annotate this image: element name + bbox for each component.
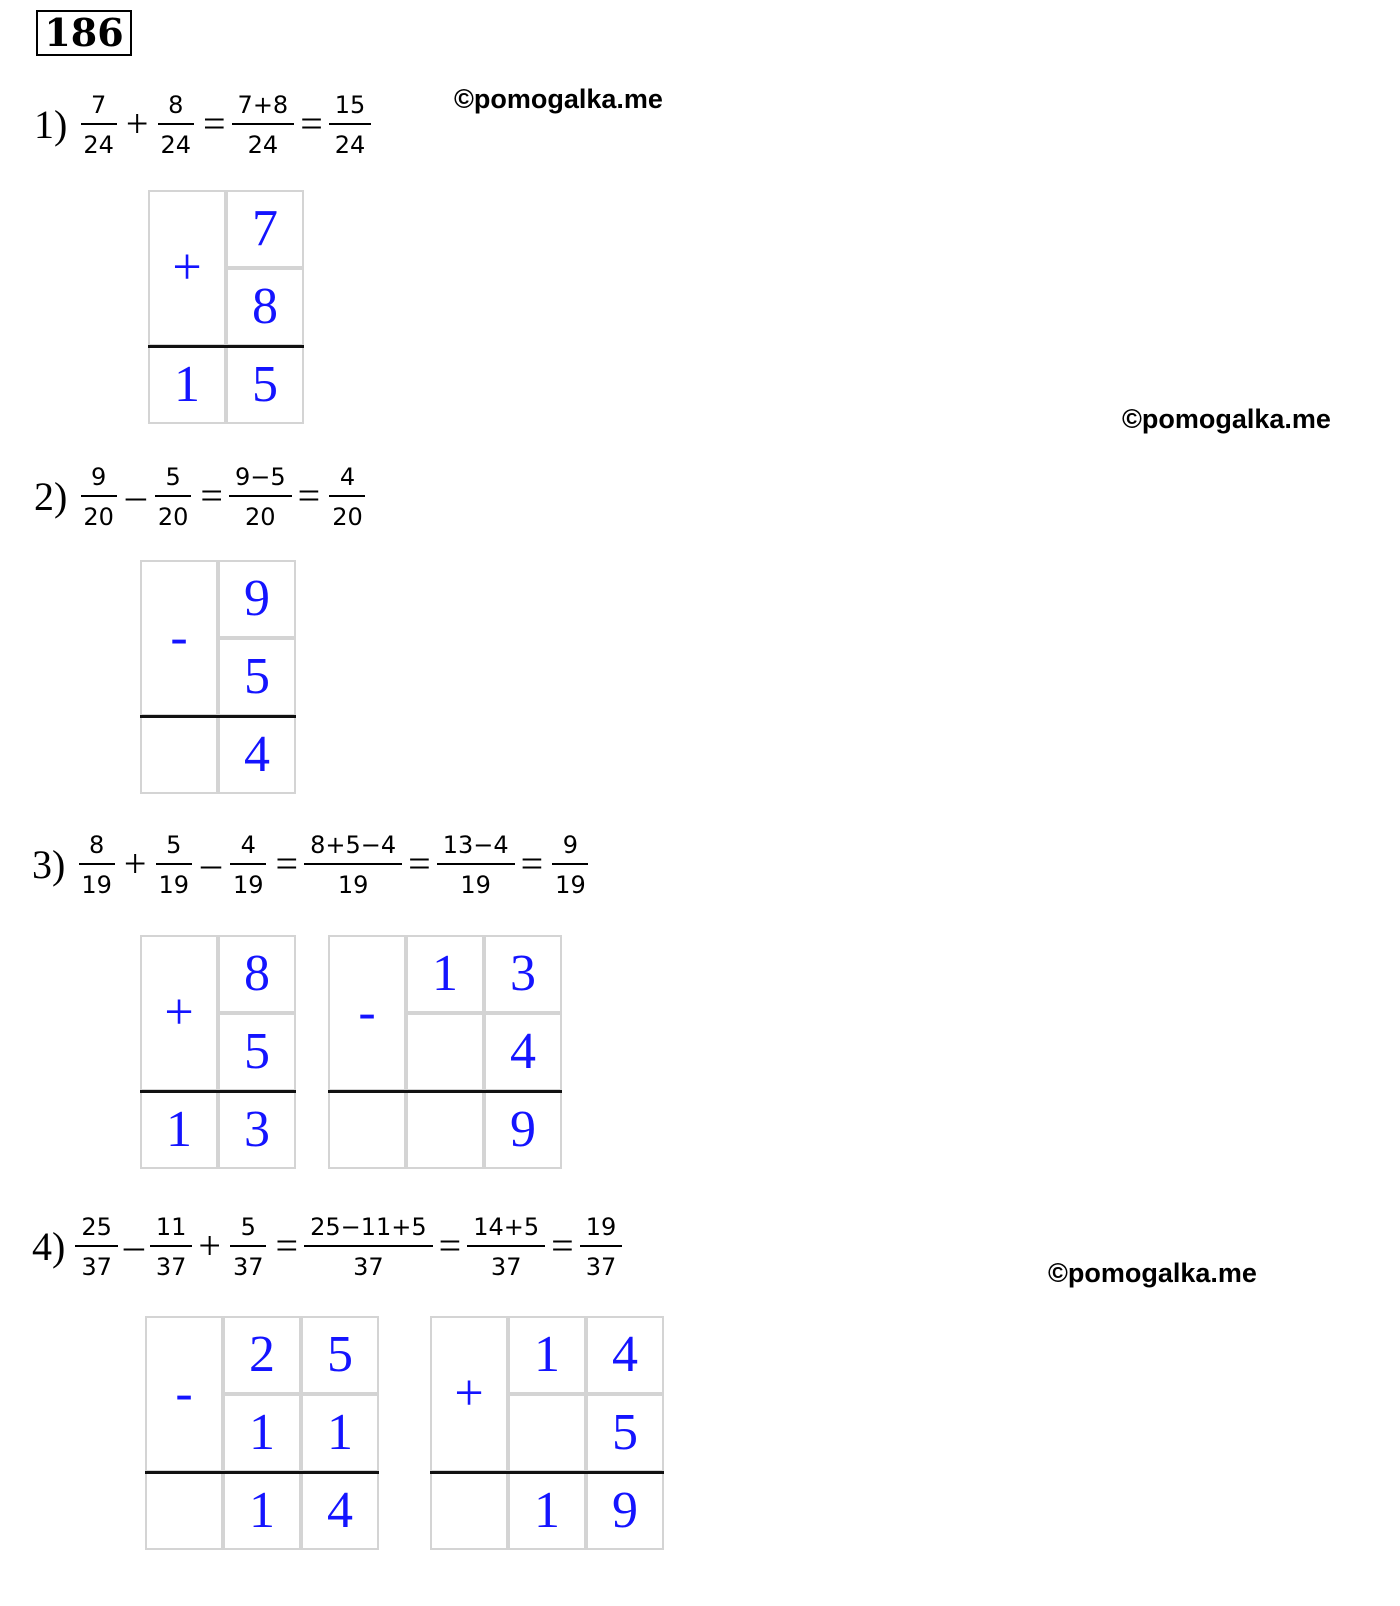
problem-label: 1)	[34, 101, 68, 147]
column-arithmetic-grid	[140, 560, 296, 794]
operator: –	[123, 1223, 144, 1268]
equation-line	[34, 84, 375, 164]
fraction-numerator: 9	[81, 461, 117, 497]
fraction-numerator: 8+5−4	[304, 829, 402, 865]
fraction-denominator: 37	[232, 1253, 264, 1281]
digit-cell: 5	[586, 1394, 664, 1472]
operator: =	[202, 101, 226, 146]
column-arithmetic-grid	[328, 935, 562, 1169]
fraction-numerator: 25	[75, 1211, 118, 1247]
fraction-numerator: 25−11+5	[304, 1211, 433, 1247]
fraction	[75, 1211, 118, 1281]
digit-cell: 3	[484, 935, 562, 1013]
operator: +	[125, 101, 149, 146]
fraction	[232, 89, 295, 159]
digit-cell: 1	[406, 935, 484, 1013]
fraction-denominator: 24	[160, 131, 191, 159]
fraction	[150, 1211, 193, 1281]
digit-cell: 2	[223, 1316, 301, 1394]
digit-cell: 9	[218, 560, 296, 638]
operation-sign: -	[328, 935, 406, 1091]
fraction-numerator: 9	[552, 829, 588, 865]
fraction	[152, 829, 195, 899]
fraction-denominator: 19	[232, 871, 264, 899]
operator: –	[200, 841, 221, 886]
fraction-numerator: 5	[230, 1211, 266, 1247]
result-digit-cell: 1	[508, 1472, 586, 1550]
result-line	[140, 715, 296, 718]
fraction-denominator: 24	[334, 131, 366, 159]
operation-sign: +	[148, 190, 226, 346]
fraction-numerator: 5	[156, 829, 192, 865]
result-digit-cell: 3	[218, 1091, 296, 1169]
operator: +	[198, 1223, 221, 1268]
problem-label: 2)	[34, 473, 68, 519]
result-digit-cell: 4	[218, 716, 296, 794]
fraction-numerator: 19	[580, 1211, 623, 1247]
operation-sign: +	[140, 935, 218, 1091]
equation-line	[32, 824, 596, 904]
fraction	[154, 89, 197, 159]
fraction-numerator: 8	[158, 89, 194, 125]
result-digit-cell: 1	[140, 1091, 218, 1169]
operator: =	[551, 1223, 574, 1268]
fraction-denominator: 20	[157, 503, 189, 531]
fraction-denominator: 20	[83, 503, 114, 531]
fraction-numerator: 14+5	[467, 1211, 545, 1247]
fraction	[549, 829, 592, 899]
result-digit-cell: 5	[226, 346, 304, 424]
fraction	[77, 461, 120, 531]
operator: =	[520, 841, 544, 886]
digit-cell	[406, 1013, 484, 1091]
fraction-denominator: 19	[158, 871, 189, 899]
fraction	[437, 829, 515, 899]
fraction-numerator: 11	[150, 1211, 193, 1247]
fraction-denominator: 19	[81, 871, 112, 899]
fraction	[152, 461, 195, 531]
operation-sign: -	[140, 560, 218, 716]
watermark: ©pomogalka.me	[1122, 404, 1331, 434]
digit-cell: 1	[223, 1394, 301, 1472]
result-digit-cell	[140, 716, 218, 794]
result-digit-cell	[406, 1091, 484, 1169]
problem-label: 4)	[32, 1223, 66, 1269]
column-arithmetic-grid	[140, 935, 296, 1169]
digit-cell: 5	[218, 1013, 296, 1091]
fraction-numerator: 8	[79, 829, 115, 865]
fraction-numerator: 15	[329, 89, 372, 125]
fraction-numerator: 7	[81, 89, 117, 125]
column-arithmetic-grid	[430, 1316, 664, 1550]
result-line	[148, 345, 304, 348]
fraction	[326, 461, 369, 531]
fraction-denominator: 19	[460, 871, 491, 899]
operator: =	[438, 1223, 462, 1268]
fraction-denominator: 37	[353, 1253, 384, 1281]
operator: –	[125, 473, 146, 518]
fraction	[304, 829, 402, 899]
digit-cell: 5	[218, 638, 296, 716]
result-line	[430, 1471, 664, 1474]
operation-sign: -	[145, 1316, 223, 1472]
digit-cell: 1	[508, 1316, 586, 1394]
fraction	[227, 1211, 270, 1281]
fraction-denominator: 37	[585, 1253, 617, 1281]
digit-cell: 4	[484, 1013, 562, 1091]
fraction-numerator: 9−5	[229, 461, 292, 497]
equation-line	[32, 1206, 626, 1286]
fraction-denominator: 37	[490, 1253, 522, 1281]
fraction-denominator: 24	[247, 131, 279, 159]
result-digit-cell	[430, 1472, 508, 1550]
digit-cell: 7	[226, 190, 304, 268]
fraction-denominator: 20	[245, 503, 276, 531]
operator: =	[297, 473, 321, 518]
operator: =	[200, 473, 223, 518]
fraction	[329, 89, 372, 159]
operator: =	[408, 841, 431, 886]
watermark: ©pomogalka.me	[1048, 1258, 1257, 1288]
fraction-numerator: 4	[230, 829, 266, 865]
fraction-denominator: 20	[332, 503, 363, 531]
digit-cell: 8	[226, 268, 304, 346]
result-line	[140, 1090, 296, 1093]
fraction-denominator: 19	[555, 871, 586, 899]
fraction-numerator: 7+8	[232, 89, 295, 125]
column-arithmetic-grid	[145, 1316, 379, 1550]
fraction-numerator: 5	[155, 461, 191, 497]
result-digit-cell	[145, 1472, 223, 1550]
column-arithmetic-grid	[148, 190, 304, 424]
result-digit-cell: 9	[484, 1091, 562, 1169]
fraction	[467, 1211, 545, 1281]
operator: =	[275, 841, 299, 886]
operator: =	[300, 101, 323, 146]
watermark: ©pomogalka.me	[454, 84, 663, 114]
digit-cell: 8	[218, 935, 296, 1013]
digit-cell: 1	[301, 1394, 379, 1472]
fraction	[229, 461, 292, 531]
task-number: 186	[36, 10, 132, 56]
result-digit-cell: 4	[301, 1472, 379, 1550]
operation-sign: +	[430, 1316, 508, 1472]
fraction-denominator: 37	[155, 1253, 187, 1281]
problem-label: 3)	[32, 841, 66, 887]
result-digit-cell: 9	[586, 1472, 664, 1550]
result-digit-cell	[328, 1091, 406, 1169]
fraction	[304, 1211, 433, 1281]
result-digit-cell: 1	[148, 346, 226, 424]
operator: =	[275, 1223, 299, 1268]
fraction-denominator: 24	[83, 131, 114, 159]
fraction	[75, 829, 118, 899]
fraction	[77, 89, 120, 159]
digit-cell	[508, 1394, 586, 1472]
fraction-denominator: 37	[81, 1253, 112, 1281]
operator: +	[123, 841, 147, 886]
digit-cell: 5	[301, 1316, 379, 1394]
fraction-denominator: 19	[337, 871, 369, 899]
fraction-numerator: 4	[329, 461, 365, 497]
equation-line	[34, 456, 373, 536]
digit-cell: 4	[586, 1316, 664, 1394]
fraction	[227, 829, 270, 899]
result-line	[328, 1090, 562, 1093]
result-digit-cell: 1	[223, 1472, 301, 1550]
result-line	[145, 1471, 379, 1474]
fraction	[580, 1211, 623, 1281]
fraction-numerator: 13−4	[437, 829, 515, 865]
